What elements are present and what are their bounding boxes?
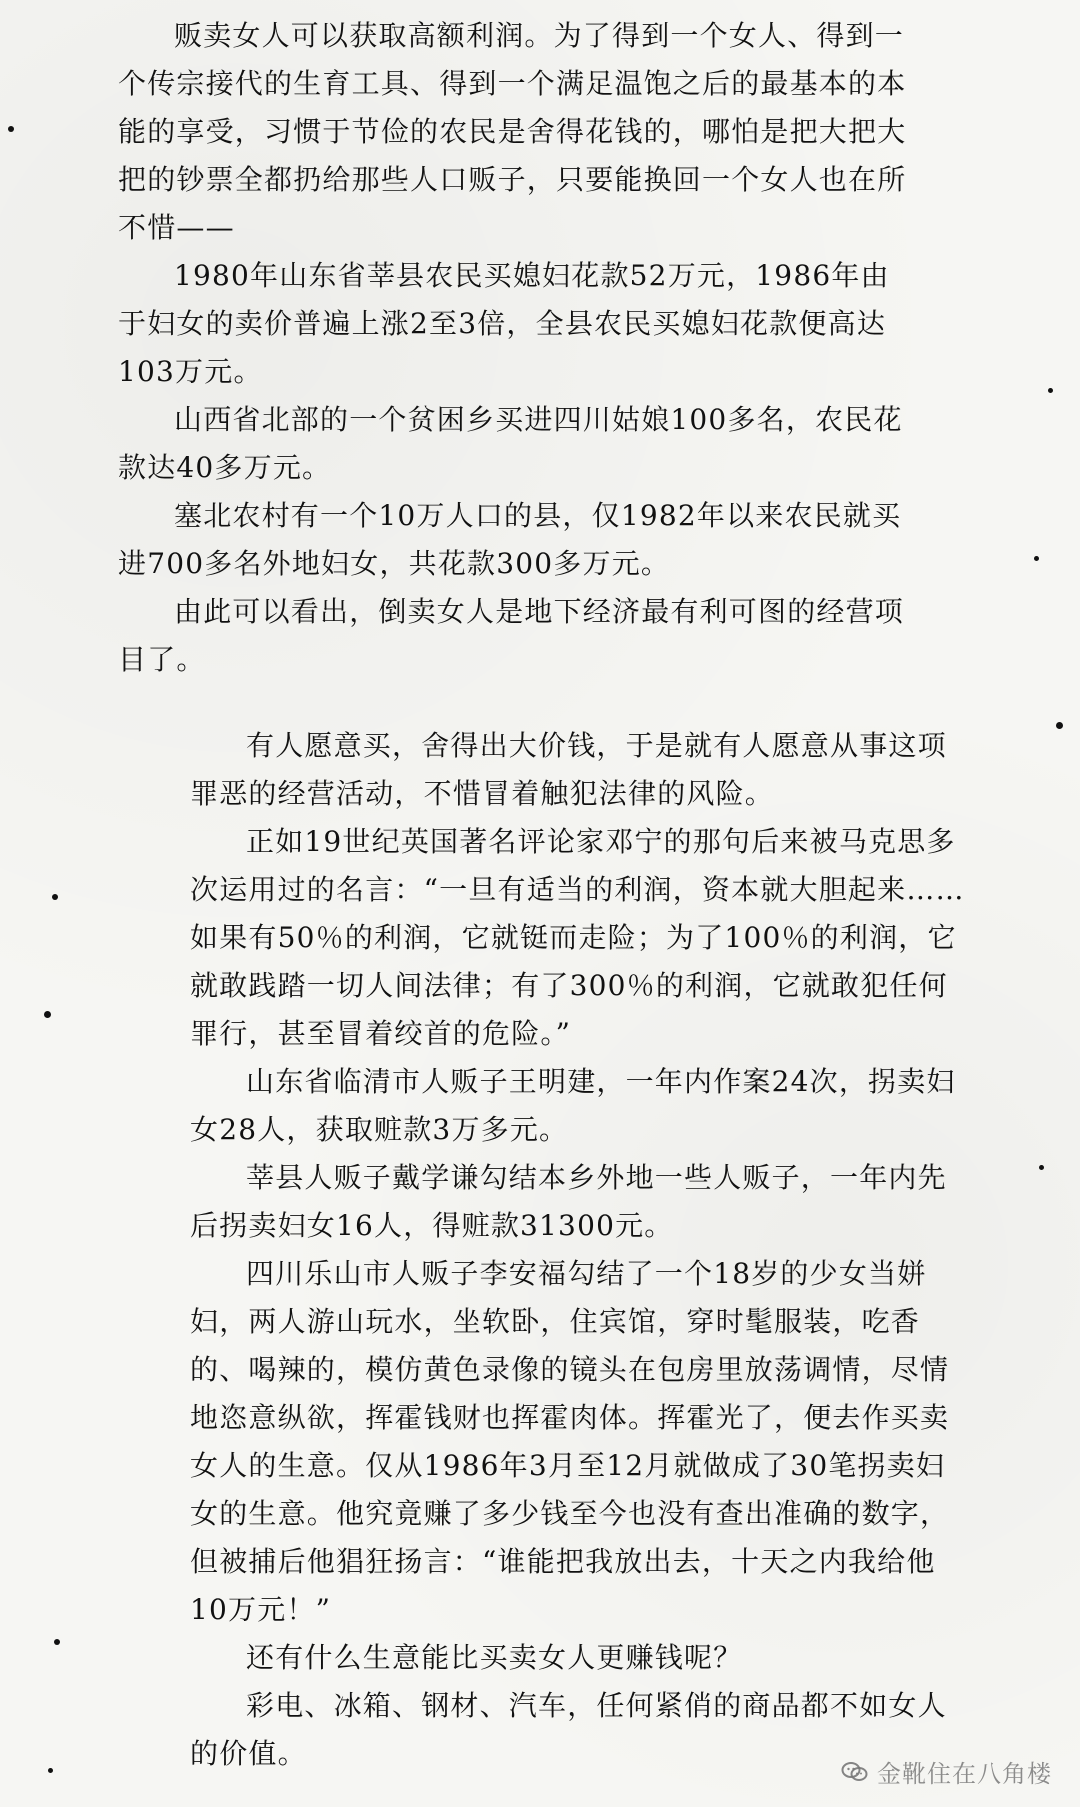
paragraph: 四川乐山市人贩子李安福勾结了一个18岁的少女当姘妇，两人游山玩水，坐软卧，住宾馆，穿时髦服装，吃香的、喝辣的，模仿黄色录像的镜头在包房里放荡调情，尽情地恣意纵欲，挥霍钱财也挥霍肉体。挥霍光了，便去作买卖女人的生意。仅从1986年3月至12月就做成了30笔拐卖妇女的生意。他究竟赚了多少钱至今也没有查出准确的数字，但被捕后他猖狂扬言：“谁能把我放出去，十天之内我给他10万元！”	[190, 1257, 950, 1626]
paragraph: 1980年山东省莘县农民买媳妇花款52万元，1986年由于妇女的卖价普遍上涨2至3倍，全县农民买媳妇花款便高达103万元。	[118, 259, 890, 388]
wechat-icon	[841, 1761, 869, 1783]
watermark	[841, 1754, 1052, 1789]
scan-speck	[48, 1768, 53, 1773]
scan-speck	[1039, 1165, 1044, 1170]
paragraph: 有人愿意买，舍得出大价钱，于是就有人愿意从事这项罪恶的经营活动，不惜冒着触犯法律的风险。	[190, 729, 947, 810]
scan-speck	[52, 894, 58, 900]
paragraph: 莘县人贩子戴学谦勾结本乡外地一些人贩子，一年内先后拐卖妇女16人，得赃款31300元。	[190, 1161, 947, 1242]
paragraph: 还有什么生意能比买卖女人更赚钱呢？	[246, 1641, 743, 1674]
scan-speck	[8, 126, 14, 132]
paragraph: 正如19世纪英国著名评论家邓宁的那句后来被马克思多次运用过的名言：“一旦有适当的利润，资本就大胆起来……如果有50％的利润，它就铤而走险；为了100％的利润，它就敢践踏一切人间法律；有了300％的利润，它就敢犯任何罪行，甚至冒着绞首的危险。”	[190, 825, 965, 1050]
paragraph: 山东省临清市人贩子王明建，一年内作案24次，拐卖妇女28人，获取赃款3万多元。	[190, 1065, 956, 1146]
paragraph: 彩电、冰箱、钢材、汽车，任何紧俏的商品都不如女人的价值。	[190, 1689, 947, 1770]
paragraph: 塞北农村有一个10万人口的县，仅1982年以来农民就买进700多名外地妇女，共花款300多万元。	[118, 499, 902, 580]
scan-speck	[54, 1639, 60, 1645]
scan-speck	[1048, 388, 1053, 393]
watermark-text: 金靴住在八角楼	[877, 1761, 1052, 1788]
scan-speck	[1056, 722, 1063, 729]
top-text-block	[118, 12, 918, 684]
paragraph: 贩卖女人可以获取高额利润。为了得到一个女人、得到一个传宗接代的生育工具、得到一个满足温饱之后的最基本的本能的享受，习惯于节俭的农民是舍得花钱的，哪怕是把大把大把的钞票全都扔给那些人口贩子，只要能换回一个女人也在所不惜——	[118, 19, 907, 244]
paragraph: 山西省北部的一个贫困乡买进四川姑娘100多名，农民花款达40多万元。	[118, 403, 903, 484]
scan-speck	[44, 1011, 51, 1018]
scan-speck	[1034, 556, 1039, 561]
bottom-text-block	[190, 722, 970, 1778]
paragraph: 由此可以看出，倒卖女人是地下经济最有利可图的经营项目了。	[118, 595, 905, 676]
